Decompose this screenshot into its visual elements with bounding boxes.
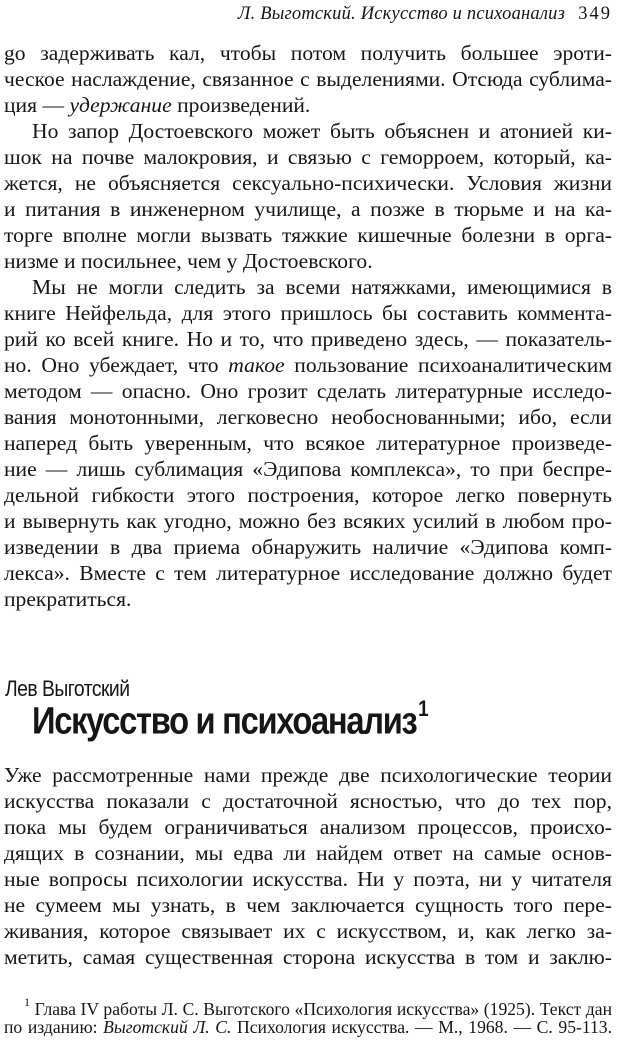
emphasis: удержание (69, 93, 172, 117)
text-line: Но запор Достоевского может быть объяснен и атонией ки- (32, 119, 612, 143)
text-line: но. Оно убеждает, что такое пользование психоаналитическим (4, 353, 612, 377)
text-line: книге Нейфельда, для этого пришлось бы составить коммента- (4, 301, 612, 325)
text-line: Мы не могли следить за всеми натяжками, имеющимися в (32, 275, 612, 299)
text-line: жется, не объясняется сексуально-психически. Условия жизни (4, 171, 612, 195)
article-title (32, 696, 428, 744)
text-line: искусства показали с достаточной ясностью, что до тех пор, (4, 789, 612, 813)
text-line: метить, самая существенная сторона искусства в том и заклю- (4, 945, 612, 969)
text-line: go задерживать кал, чтобы потом получить большее эроти- (4, 41, 612, 65)
text-line: живания, которое связывает их с искусством, и, как легко за- (4, 919, 612, 943)
article-author: Лев Выготский (5, 676, 130, 701)
text-line: ция — удержание произведений. (4, 93, 311, 117)
footnote-citation-author: Выготский Л. С. (103, 1017, 232, 1037)
footnote-citation: Психология искусства. — М., 1968. — С. 95-113. (231, 1017, 612, 1037)
text-line: Уже рассмотренные нами прежде две психологические теории (4, 763, 612, 787)
text-line: шок на почве малокровия, и связью с геморроем, который, ка- (4, 145, 612, 169)
text-line: ние — лишь сублимация «Эдипова комплекса», то при беспре- (4, 457, 612, 481)
text-line: лекса». Вместе с тем литературное исследование должно будет (4, 561, 612, 585)
text-line: вания монотонными, легковесно необоснованными; ибо, если (4, 405, 612, 429)
footnote-ref: 1 (418, 696, 428, 721)
text-line: прекратиться. (4, 587, 132, 611)
page-number: 349 (578, 4, 612, 24)
running-header (0, 0, 620, 28)
text-line: рий ко всей книге. Но и то, что приведено здесь, — показатель- (4, 327, 612, 351)
text-line: не сумеем мы узнать, в чем заключается сущность того пере- (4, 893, 612, 917)
text-line: наперед быть уверенным, что всякое литературное произведе- (4, 431, 612, 455)
footnote-marker: 1 (24, 995, 30, 1009)
footnote-text-1: Глава IV работы Л. С. Выготского «Психология искусства» (1925). Текст дан (34, 998, 612, 1019)
emphasis: такое (228, 353, 285, 377)
running-title: Л. Выготский. Искусство и психоанализ (237, 4, 565, 24)
text-line: и питания в инженерном училище, а позже в тюрьме и на ка- (4, 197, 612, 221)
text-line: торге вполне могли вызвать тяжкие кишечные болезни в орга- (4, 223, 612, 247)
text-line: изведении в два приема обнаружить наличие «Эдипова комп- (4, 535, 612, 559)
text-line: ные вопросы психологии искусства. Ни у поэта, ни у читателя (4, 867, 612, 891)
text-line: дельной гибкости этого построения, которое легко повернуть (4, 483, 612, 507)
text-line: и вывернуть как угодно, можно без всяких усилий в любом про- (4, 509, 612, 533)
text-line: пока мы будем ограничиваться анализом процессов, происхо- (4, 815, 612, 839)
text-line: ческое наслаждение, связанное с выделениями. Отсюда сублима- (4, 67, 612, 91)
text-line: методом — опасно. Оно грозит сделать литературные исследо- (4, 379, 612, 403)
footnote-line-2 (4, 1016, 612, 1038)
footnote-prefix: по изданию: (4, 1017, 104, 1037)
text-line: низме и посильнее, чем у Достоевского. (4, 249, 373, 273)
text-line: дящих в сознании, мы едва ли найдем ответ на самые основ- (4, 841, 612, 865)
article-title-text: Искусство и психоанализ (32, 700, 417, 743)
